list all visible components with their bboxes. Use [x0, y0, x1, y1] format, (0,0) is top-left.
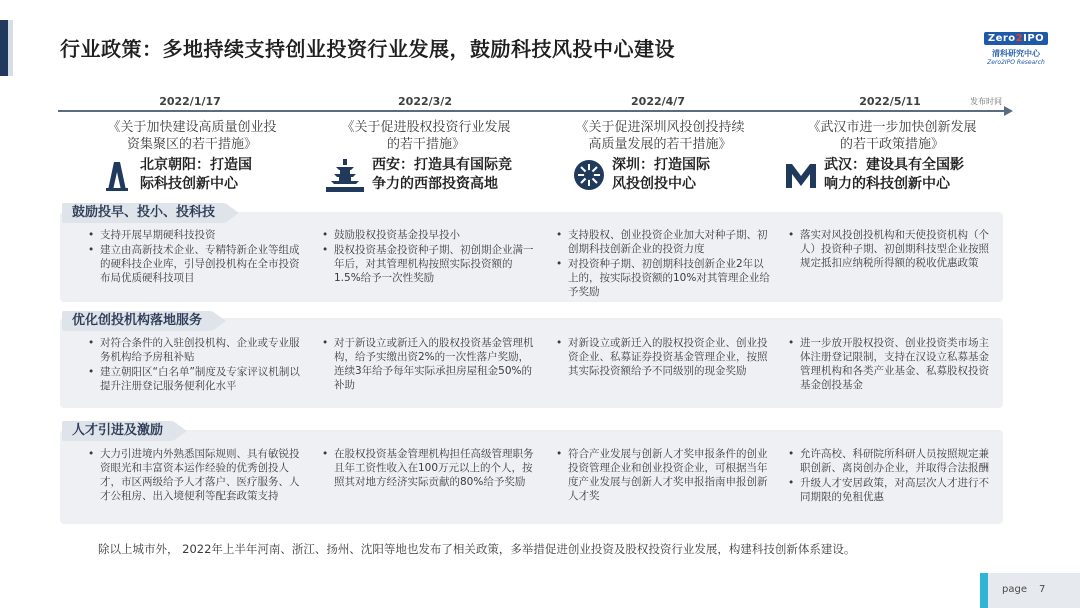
date-beijing: 2022/1/17 [159, 95, 221, 108]
city-wuhan: 武汉：建设具有全国影 响力的科技创新中心 [784, 156, 964, 194]
cell-xian-invest [322, 228, 537, 286]
cell-shenzhen-talent [556, 447, 771, 504]
list-item: • 股权投资基金投资种子期、初创期企业满一年后，对其管理机构按照实际投资额的1.5%给予一次性奖励 [322, 243, 537, 285]
list-item: • 落实对风投创投机构和天使投资机构（个人）投资种子期、初创期科技型企业按照规定抵扣应纳税所得额的税收优惠政策 [788, 228, 998, 270]
list-item: • 对新设立或新迁入的股权投资企业、创业投资企业、私募证券投资基金管理企业，按照其实际投资额给予不同级别的现金奖励 [556, 336, 771, 378]
cell-wuhan-talent [788, 447, 998, 505]
list-item: • 对符合条件的入驻创投机构、企业或专业服务机构给予房租补贴 [88, 336, 303, 364]
cell-beijing-talent [88, 447, 303, 504]
list-item: • 支持开展早期硬科技投资 [88, 228, 303, 242]
date-shenzhen: 2022/4/7 [631, 95, 685, 108]
list-item: • 鼓励股权投资基金投早投小 [322, 228, 537, 242]
list-item: • 大力引进境内外熟悉国际规则、具有敏锐投资眼光和丰富资本运作经验的优秀创投人才，市区两级给予人才落户、医疗服务、人才公租房、出入境便利等配套政策支持 [88, 447, 303, 503]
cell-shenzhen-services [556, 336, 771, 379]
beijing-landmark-icon [100, 158, 134, 192]
logo-cn-text: 清科研究中心 [992, 49, 1040, 58]
list-item: • 对于新设立或新迁入的股权投资基金管理机构，给予实缴出资2%的一次性落户奖励，连续3年给予每年实际承担房屋租金50%的补助 [322, 336, 537, 392]
cell-shenzhen-invest [556, 228, 771, 300]
city-xian: 西安：打造具有国际竞 争力的西部投资高地 [324, 156, 512, 194]
tag-talent: 人才引进及激励 [62, 421, 173, 441]
page-number: page 7 [1002, 584, 1046, 595]
cell-beijing-services [88, 336, 303, 394]
date-xian: 2022/3/2 [398, 95, 452, 108]
list-item: • 升级人才安居政策，对高层次人才进行不同期限的免租优惠 [788, 476, 998, 504]
shenzhen-emblem-icon [572, 158, 606, 192]
timeline-arrow-icon [1004, 106, 1013, 116]
title-accent-bar-light [8, 20, 13, 76]
logo-en-text: Zero2IPO Research [987, 59, 1045, 66]
timeline-axis [58, 110, 1008, 112]
cell-xian-services [322, 336, 537, 393]
list-item: • 进一步放开股权投资、创业投资类市场主体注册登记限制，支持在汉设立私募基金管理机构和各类产业基金、私募股权投资基金创投基金 [788, 336, 998, 392]
list-item: • 在股权投资基金管理机构担任高级管理职务且年工资性收入在100万元以上的个人，按照其对地方经济实际贡献的80%给予奖励 [322, 447, 537, 489]
cell-wuhan-invest [788, 228, 998, 271]
tag-invest-early: 鼓励投早、投小、投科技 [62, 203, 225, 223]
list-item: • 建立由高新技术企业、专精特新企业等组成的硬科技企业库，引导创投机构在全市投资布局优质硬科技项目 [88, 243, 303, 285]
tag-services: 优化创投机构落地服务 [62, 311, 212, 331]
policy-xian: 《关于促进股权投资行业发展 的若干措施》 [341, 120, 511, 152]
list-item: • 符合产业发展与创新人才奖申报条件的创业投资管理企业和创业投资企业，可根据当年度产业发展与创新人才奖申报指南申报创新人才奖 [556, 447, 771, 503]
timeline-label: 发布时间 [970, 97, 1002, 106]
city-beijing: 北京朝阳：打造国 际科技创新中心 [100, 156, 252, 194]
list-item: • 支持股权、创业投资企业加大对种子期、初创期科技创新企业的投资力度 [556, 228, 771, 256]
title-accent-bar [0, 20, 8, 76]
list-item: • 对投资种子期、初创期科技创新企业2年以上的，按实际投资额的10%对其管理企业给予奖励 [556, 257, 771, 299]
xian-pagoda-icon [324, 158, 366, 192]
zero2ipo-logo [966, 26, 1066, 70]
city-shenzhen: 深圳：打造国际 风投创投中心 [572, 156, 710, 194]
policy-beijing: 《关于加快建设高质量创业投 资集聚区的若干措施》 [107, 120, 277, 152]
date-wuhan: 2022/5/11 [859, 95, 921, 108]
cell-beijing-invest [88, 228, 303, 286]
policy-shenzhen: 《关于促进深圳风投创投持续 高质量发展的若干措施》 [575, 120, 745, 152]
policy-wuhan: 《武汉市进一步加快创新发展 的若干政策措施》 [807, 120, 977, 152]
list-item: • 建立朝阳区“白名单”制度及专家评议机制以提升注册登记服务便利化水平 [88, 365, 303, 393]
cell-xian-talent [322, 447, 537, 490]
cell-wuhan-services [788, 336, 998, 393]
list-item: • 允许高校、科研院所科研人员按照规定兼职创新、离岗创办企业，并取得合法报酬 [788, 447, 998, 475]
footer-note: 除以上城市外， 2022年上半年河南、浙江、扬州、沈阳等地也发布了相关政策，多举措促进创业投资及股权投资行业发展，构建科技创新体系建设。 [98, 542, 856, 556]
page-number-stripe [980, 573, 988, 608]
page-title: 行业政策：多地持续支持创业投资行业发展，鼓励科技风投中心建设 [60, 37, 675, 61]
wuhan-bridge-icon [784, 158, 818, 192]
logo-mark: Zero2IPO [984, 32, 1048, 45]
